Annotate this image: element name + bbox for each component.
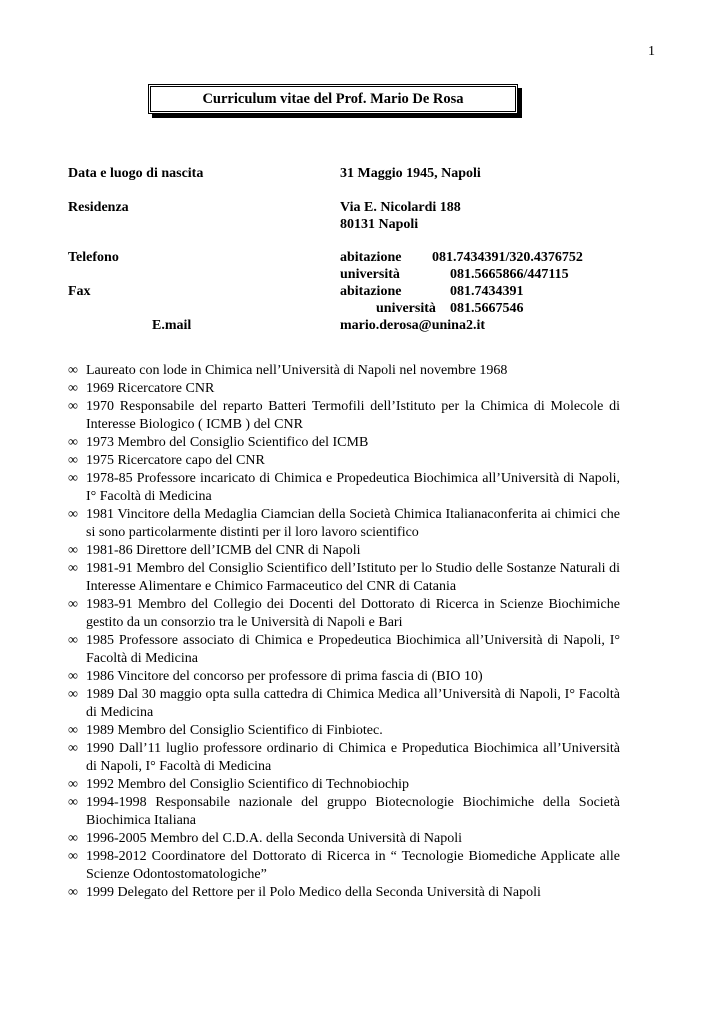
list-item-text: Laureato con lode in Chimica nell’Università di Napoli nel novembre 1968 [86,363,508,378]
birth-label: Data e luogo di nascita [68,166,204,181]
career-list [68,362,620,902]
list-item [68,362,620,380]
list-item [68,470,620,506]
list-item-text: 1975 Ricercatore capo del CNR [86,453,265,468]
infinity-bullet-icon: ∞ [68,795,78,810]
infinity-bullet-icon: ∞ [68,885,78,900]
list-item-text: 1990 Dall’11 luglio professore ordinario di Chimica e Propedutica Biochimica all’Università di Napoli, I° Facoltà di Medicina [86,741,620,774]
list-item [68,830,620,848]
phone-label: Telefono [68,250,119,265]
page-number: 1 [648,44,655,59]
phone-home-label: abitazione [340,250,402,265]
list-item [68,632,620,668]
infinity-bullet-icon: ∞ [68,669,78,684]
list-item [68,542,620,560]
email-value: mario.derosa@unina2.it [340,318,485,333]
list-item-text: 1969 Ricercatore CNR [86,381,215,396]
list-item-text: 1998-2012 Coordinatore del Dottorato di Ricerca in “ Tecnologie Biomediche Applicate alle Scienze Odontostomatologiche” [86,849,620,882]
fax-label: Fax [68,284,91,299]
infinity-bullet-icon: ∞ [68,363,78,378]
residence-line1: Via E. Nicolardi 188 [340,200,461,215]
title-box [148,84,518,114]
infinity-bullet-icon: ∞ [68,453,78,468]
fax-univ-value: 081.5667546 [450,301,524,316]
list-item [68,740,620,776]
list-item-text: 1989 Membro del Consiglio Scientifico di Finbiotec. [86,723,383,738]
list-item [68,848,620,884]
infinity-bullet-icon: ∞ [68,561,78,576]
list-item [68,722,620,740]
list-item [68,668,620,686]
list-item-text: 1992 Membro del Consiglio Scientifico di Technobiochip [86,777,410,792]
phone-univ-value: 081.5665866/447115 [450,267,569,282]
fax-univ-label: università [376,301,436,316]
list-item [68,794,620,830]
list-item [68,506,620,542]
residence-label: Residenza [68,200,129,215]
list-item-text: 1999 Delegato del Rettore per il Polo Medico della Seconda Università di Napoli [86,885,541,900]
list-item [68,776,620,794]
page-title: Curriculum vitae del Prof. Mario De Rosa [202,90,464,107]
infinity-bullet-icon: ∞ [68,435,78,450]
list-item-text: 1978-85 Professore incaricato di Chimica e Propedeutica Biochimica all’Università di Napoli, I° Facoltà di Medicina [86,471,620,504]
list-item-text: 1981-86 Direttore dell’ICMB del CNR di Napoli [86,543,361,558]
list-item-text: 1973 Membro del Consiglio Scientifico del ICMB [86,435,369,450]
list-item-text: 1986 Vincitore del concorso per professore di prima fascia di (BIO 10) [86,669,483,684]
list-item-text: 1970 Responsabile del reparto Batteri Termofili dell’Istituto per la Chimica di Molecole di Interesse Biologico ( ICMB ) del CNR [86,399,620,432]
phone-home-value: 081.7434391/320.4376752 [432,250,583,265]
list-item [68,560,620,596]
list-item [68,596,620,632]
list-item-text: 1985 Professore associato di Chimica e Propedeutica Biochimica all’Università di Napoli, I° Facoltà di Medicina [86,633,620,666]
fax-home-label: abitazione [340,284,402,299]
infinity-bullet-icon: ∞ [68,831,78,846]
email-label: E.mail [152,318,192,333]
fax-home-value: 081.7434391 [450,284,524,299]
infinity-bullet-icon: ∞ [68,633,78,648]
infinity-bullet-icon: ∞ [68,597,78,612]
infinity-bullet-icon: ∞ [68,399,78,414]
list-item-text: 1981-91 Membro del Consiglio Scientifico dell’Istituto per lo Studio delle Sostanze Naturali di Interesse Alimentare e Chimico Farmaceutico del CNR di Catania [86,561,620,594]
birth-value: 31 Maggio 1945, Napoli [340,166,481,181]
list-item [68,380,620,398]
list-item-text: 1989 Dal 30 maggio opta sulla cattedra di Chimica Medica all’Università di Napoli, I° Facoltà di Medicina [86,687,620,720]
infinity-bullet-icon: ∞ [68,543,78,558]
list-item-text: 1981 Vincitore della Medaglia Ciamcian della Società Chimica Italianaconferita ai chimici che si sono particolarmente distinti per il loro lavoro scientifico [86,507,620,540]
list-item [68,398,620,434]
list-item-text: 1996-2005 Membro del C.D.A. della Seconda Università di Napoli [86,831,462,846]
list-item [68,452,620,470]
infinity-bullet-icon: ∞ [68,507,78,522]
list-item [68,884,620,902]
list-item-text: 1994-1998 Responsabile nazionale del gruppo Biotecnologie Biochimiche della Società Biochimica Italiana [86,795,620,828]
infinity-bullet-icon: ∞ [68,471,78,486]
infinity-bullet-icon: ∞ [68,741,78,756]
infinity-bullet-icon: ∞ [68,777,78,792]
list-item [68,686,620,722]
infinity-bullet-icon: ∞ [68,723,78,738]
list-item [68,434,620,452]
infinity-bullet-icon: ∞ [68,849,78,864]
list-item-text: 1983-91 Membro del Collegio dei Docenti del Dottorato di Ricerca in Scienze Biochimiche gestito da un consorzio tra le Università di Napoli e Bari [86,597,620,630]
residence-line2: 80131 Napoli [340,217,419,232]
infinity-bullet-icon: ∞ [68,381,78,396]
phone-univ-label: università [340,267,400,282]
infinity-bullet-icon: ∞ [68,687,78,702]
